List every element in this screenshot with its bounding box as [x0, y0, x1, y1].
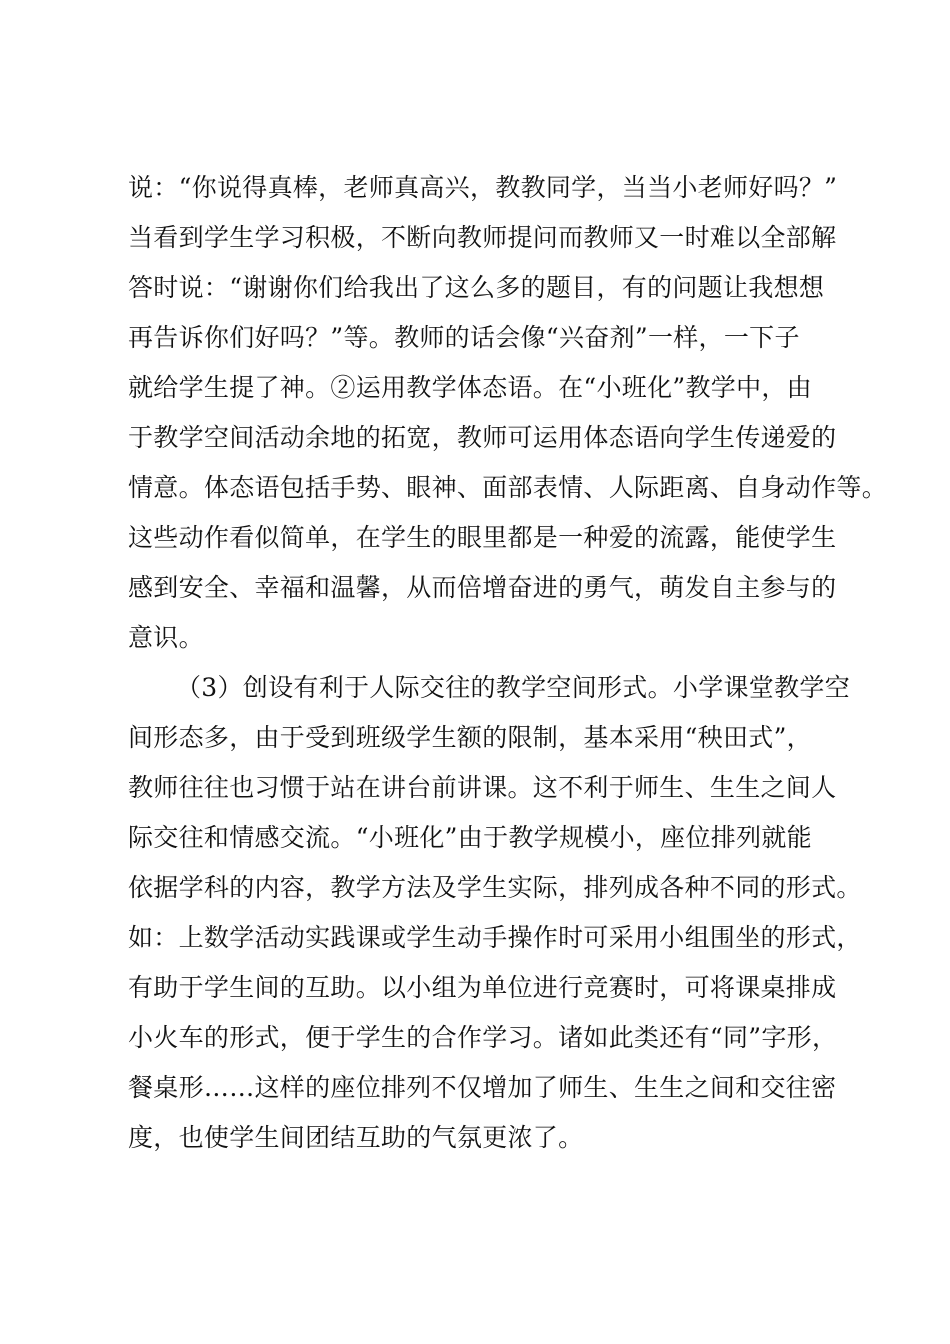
paragraph-line: 情意。体态语包括手势、眼神、面部表情、人际距离、自身动作等。: [128, 473, 888, 502]
paragraph-line: 教师往往也习惯于站在讲台前讲课。这不利于师生、生生之间人: [128, 773, 837, 802]
paragraph-line: 再告诉你们好吗？”等。教师的话会像“兴奋剂”一样，一下子: [128, 323, 800, 352]
paragraph-line: 说：“你说得真棒，老师真高兴，教教同学，当当小老师好吗？”: [128, 173, 838, 202]
paragraph-line: 有助于学生间的互助。以小组为单位进行竞赛时，可将课桌排成: [128, 973, 837, 1002]
paragraph-line: 就给学生提了神。②运用教学体态语。在“小班化”教学中，由: [128, 373, 812, 402]
paragraph-line: 度，也使学生间团结互助的气氛更浓了。: [128, 1123, 584, 1152]
paragraph-2: [128, 663, 862, 1163]
paragraph-line: 感到安全、幸福和温馨，从而倍增奋进的勇气，萌发自主参与的: [128, 573, 837, 602]
paragraph-line: 这些动作看似简单，在学生的眼里都是一种爱的流露，能使学生: [128, 523, 837, 552]
paragraph-line: 餐桌形……这样的座位排列不仅增加了师生、生生之间和交往密: [128, 1073, 837, 1102]
paragraph-line: 如：上数学活动实践课或学生动手操作时可采用小组围坐的形式，: [128, 923, 862, 952]
paragraph-line: （3）创设有利于人际交往的教学空间形式。小学课堂教学空: [176, 673, 851, 702]
paragraph-line: 际交往和情感交流。“小班化”由于教学规模小，座位排列就能: [128, 823, 812, 852]
paragraph-line: 小火车的形式，便于学生的合作学习。诸如此类还有“同”字形，: [128, 1023, 838, 1052]
paragraph-line: 间形态多，由于受到班级学生额的限制，基本采用“秧田式”，: [128, 723, 812, 752]
paragraph-line: 当看到学生学习积极，不断向教师提问而教师又一时难以全部解: [128, 223, 837, 252]
paragraph-line: 意识。: [128, 623, 204, 652]
paragraph-line: 依据学科的内容，教学方法及学生实际，排列成各种不同的形式。: [128, 873, 862, 902]
paragraph-line: 答时说：“谢谢你们给我出了这么多的题目，有的问题让我想想: [128, 273, 825, 302]
paragraph-1: [128, 163, 888, 663]
paragraph-line: 于教学空间活动余地的拓宽，教师可运用体态语向学生传递爱的: [128, 423, 837, 452]
